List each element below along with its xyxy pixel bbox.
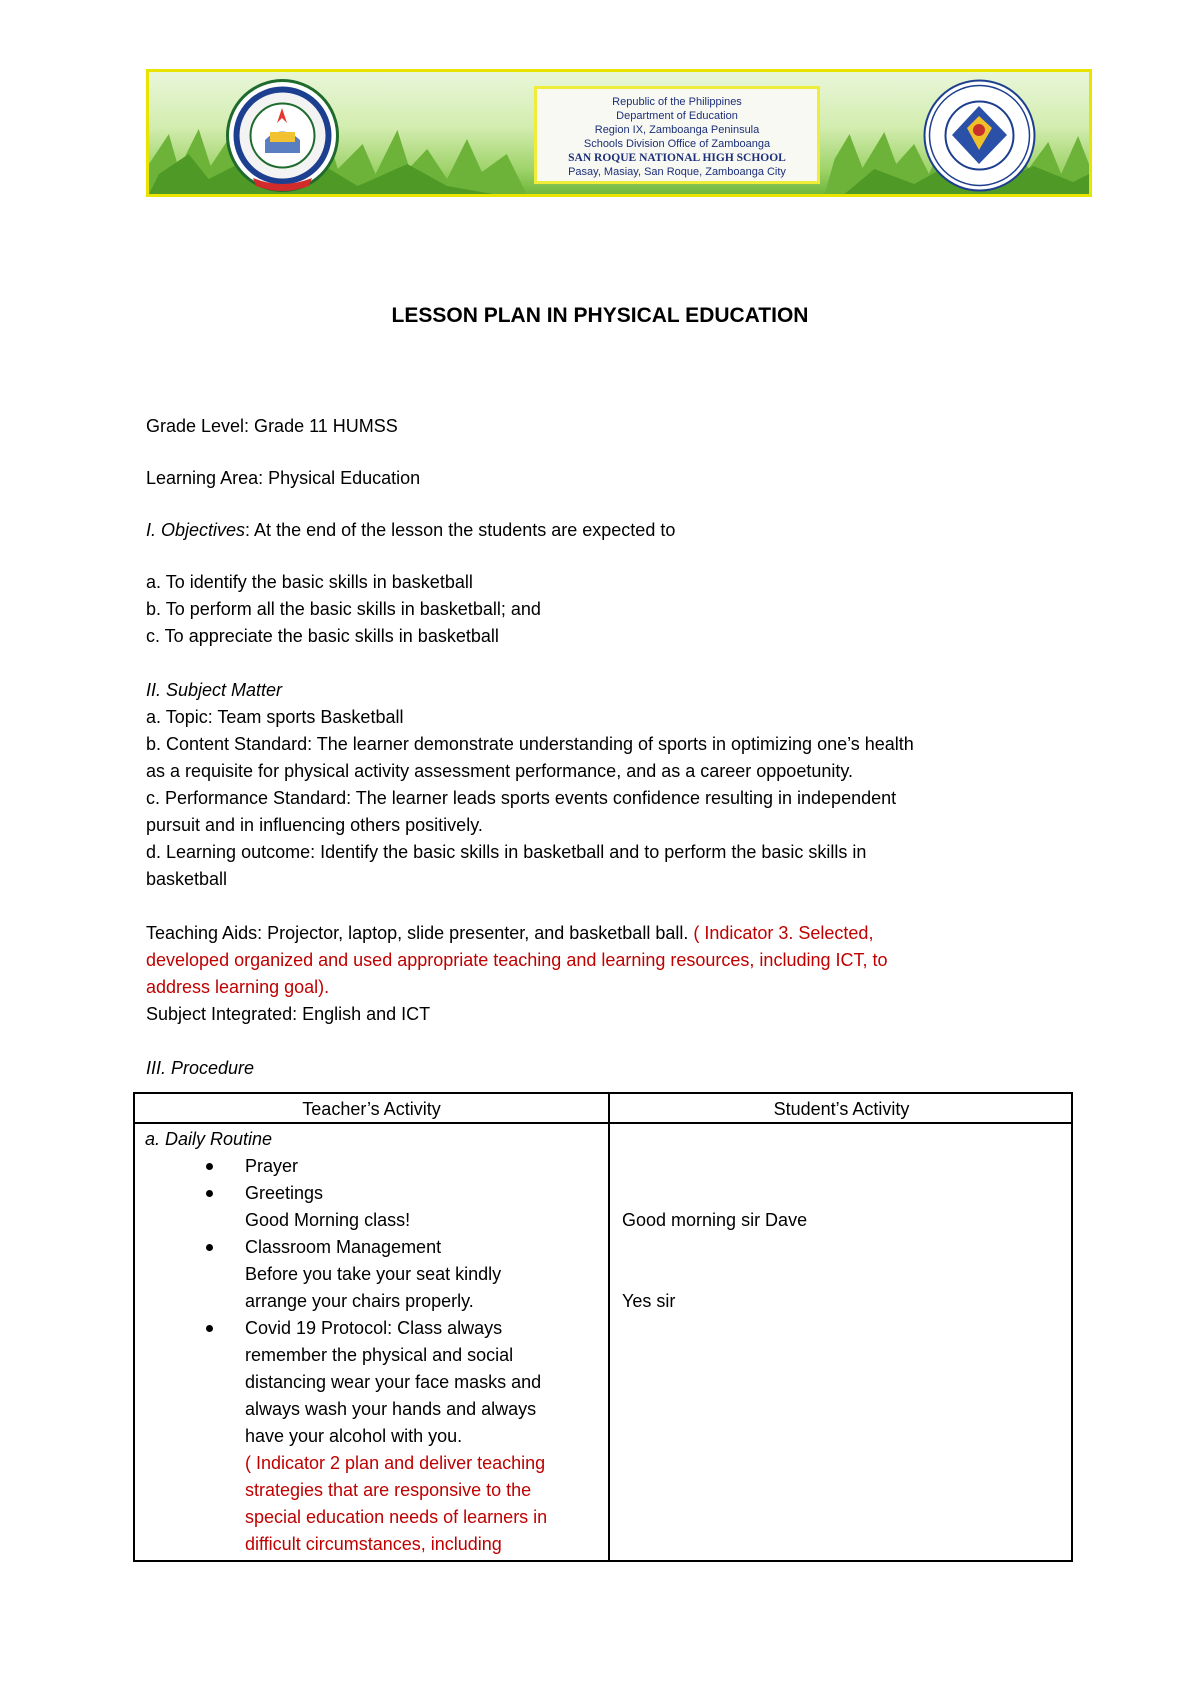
student-response: Yes sir [622, 1291, 676, 1311]
objective-item: a. To identify the basic skills in basketball [146, 572, 473, 592]
subject-matter-line: as a requisite for physical activity assessment performance, and as a career oppoetunity. [146, 761, 854, 781]
routine-detail: arrange your chairs properly. [245, 1291, 474, 1311]
teaching-aids-text: Teaching Aids: Projector, laptop, slide presenter, and basketball ball. [146, 923, 689, 943]
routine-item: Greetings [245, 1183, 324, 1203]
objective-item: b. To perform all the basic skills in basketball; and [146, 599, 541, 619]
student-activity-header: Student’s Activity [773, 1099, 910, 1119]
routine-detail: Before you take your seat kindly [245, 1264, 502, 1284]
routine-detail: remember the physical and social [245, 1345, 514, 1365]
agency-letterhead [534, 86, 820, 184]
letterhead-line: Department of Education [616, 110, 738, 122]
school-seal-logo [225, 78, 340, 193]
daily-routine-label: a. Daily Routine [145, 1129, 273, 1149]
subject-matter-line: d. Learning outcome: Identify the basic skills in basketball and to perform the basic skills in [146, 842, 867, 862]
indicator-2-text: difficult circumstances, including [245, 1534, 502, 1554]
routine-detail: have your alcohol with you. [245, 1426, 463, 1446]
bullet-icon [206, 1244, 213, 1251]
objectives-intro: : At the end of the lesson the students are expected to [245, 520, 676, 540]
letterhead-line: Republic of the Philippines [612, 96, 742, 108]
teaching-aids [146, 920, 873, 947]
column-divider [608, 1094, 610, 1560]
objectives-line [146, 517, 675, 544]
header-banner [146, 69, 1092, 197]
student-response: Good morning sir Dave [622, 1210, 808, 1230]
subject-matter-line: a. Topic: Team sports Basketball [146, 707, 404, 727]
indicator-2-text: ( Indicator 2 plan and deliver teaching [245, 1453, 546, 1473]
teacher-activity-header: Teacher’s Activity [302, 1099, 441, 1119]
objective-item: c. To appreciate the basic skills in basketball [146, 626, 499, 646]
indicator-2-text: strategies that are responsive to the [245, 1480, 532, 1500]
indicator-2-text: special education needs of learners in [245, 1507, 548, 1527]
routine-item: Covid 19 Protocol: Class always [245, 1318, 503, 1338]
deped-seal-logo [922, 78, 1037, 193]
indicator-3-text: address learning goal). [146, 977, 330, 997]
objectives-heading: I. Objectives [146, 520, 246, 540]
indicator-3-text: ( Indicator 3. Selected, [688, 923, 874, 943]
routine-detail: always wash your hands and always [245, 1399, 537, 1419]
indicator-3-text: developed organized and used appropriate teaching and learning resources, including ICT, to [146, 950, 888, 970]
letterhead-line: Schools Division Office of Zamboanga [583, 138, 771, 150]
subject-integrated: Subject Integrated: English and ICT [146, 1004, 431, 1024]
routine-item: Classroom Management [245, 1237, 442, 1257]
letterhead-line: Region IX, Zamboanga Peninsula [594, 124, 760, 136]
routine-item: Prayer [245, 1156, 299, 1176]
procedure-table [133, 1092, 1073, 1562]
bullet-icon [206, 1163, 213, 1170]
bullet-icon [206, 1190, 213, 1197]
header-divider [135, 1122, 1071, 1124]
subject-matter-line: pursuit and in influencing others positively. [146, 815, 483, 835]
school-name: SAN ROQUE NATIONAL HIGH SCHOOL [568, 152, 786, 164]
page-title: LESSON PLAN IN PHYSICAL EDUCATION [391, 304, 809, 327]
school-address: Pasay, Masiay, San Roque, Zamboanga City [568, 166, 786, 178]
grade-level: Grade Level: Grade 11 HUMSS [146, 416, 398, 436]
bullet-icon [206, 1325, 213, 1332]
learning-area: Learning Area: Physical Education [146, 468, 421, 488]
routine-detail: distancing wear your face masks and [245, 1372, 542, 1392]
subject-matter-heading: II. Subject Matter [146, 680, 283, 700]
subject-matter-line: b. Content Standard: The learner demonstrate understanding of sports in optimizing one’s health [146, 734, 914, 754]
routine-detail: Good Morning class! [245, 1210, 411, 1230]
subject-matter-line: basketball [146, 869, 228, 889]
procedure-heading: III. Procedure [146, 1058, 255, 1078]
subject-matter-line: c. Performance Standard: The learner leads sports events confidence resulting in independent [146, 788, 897, 808]
